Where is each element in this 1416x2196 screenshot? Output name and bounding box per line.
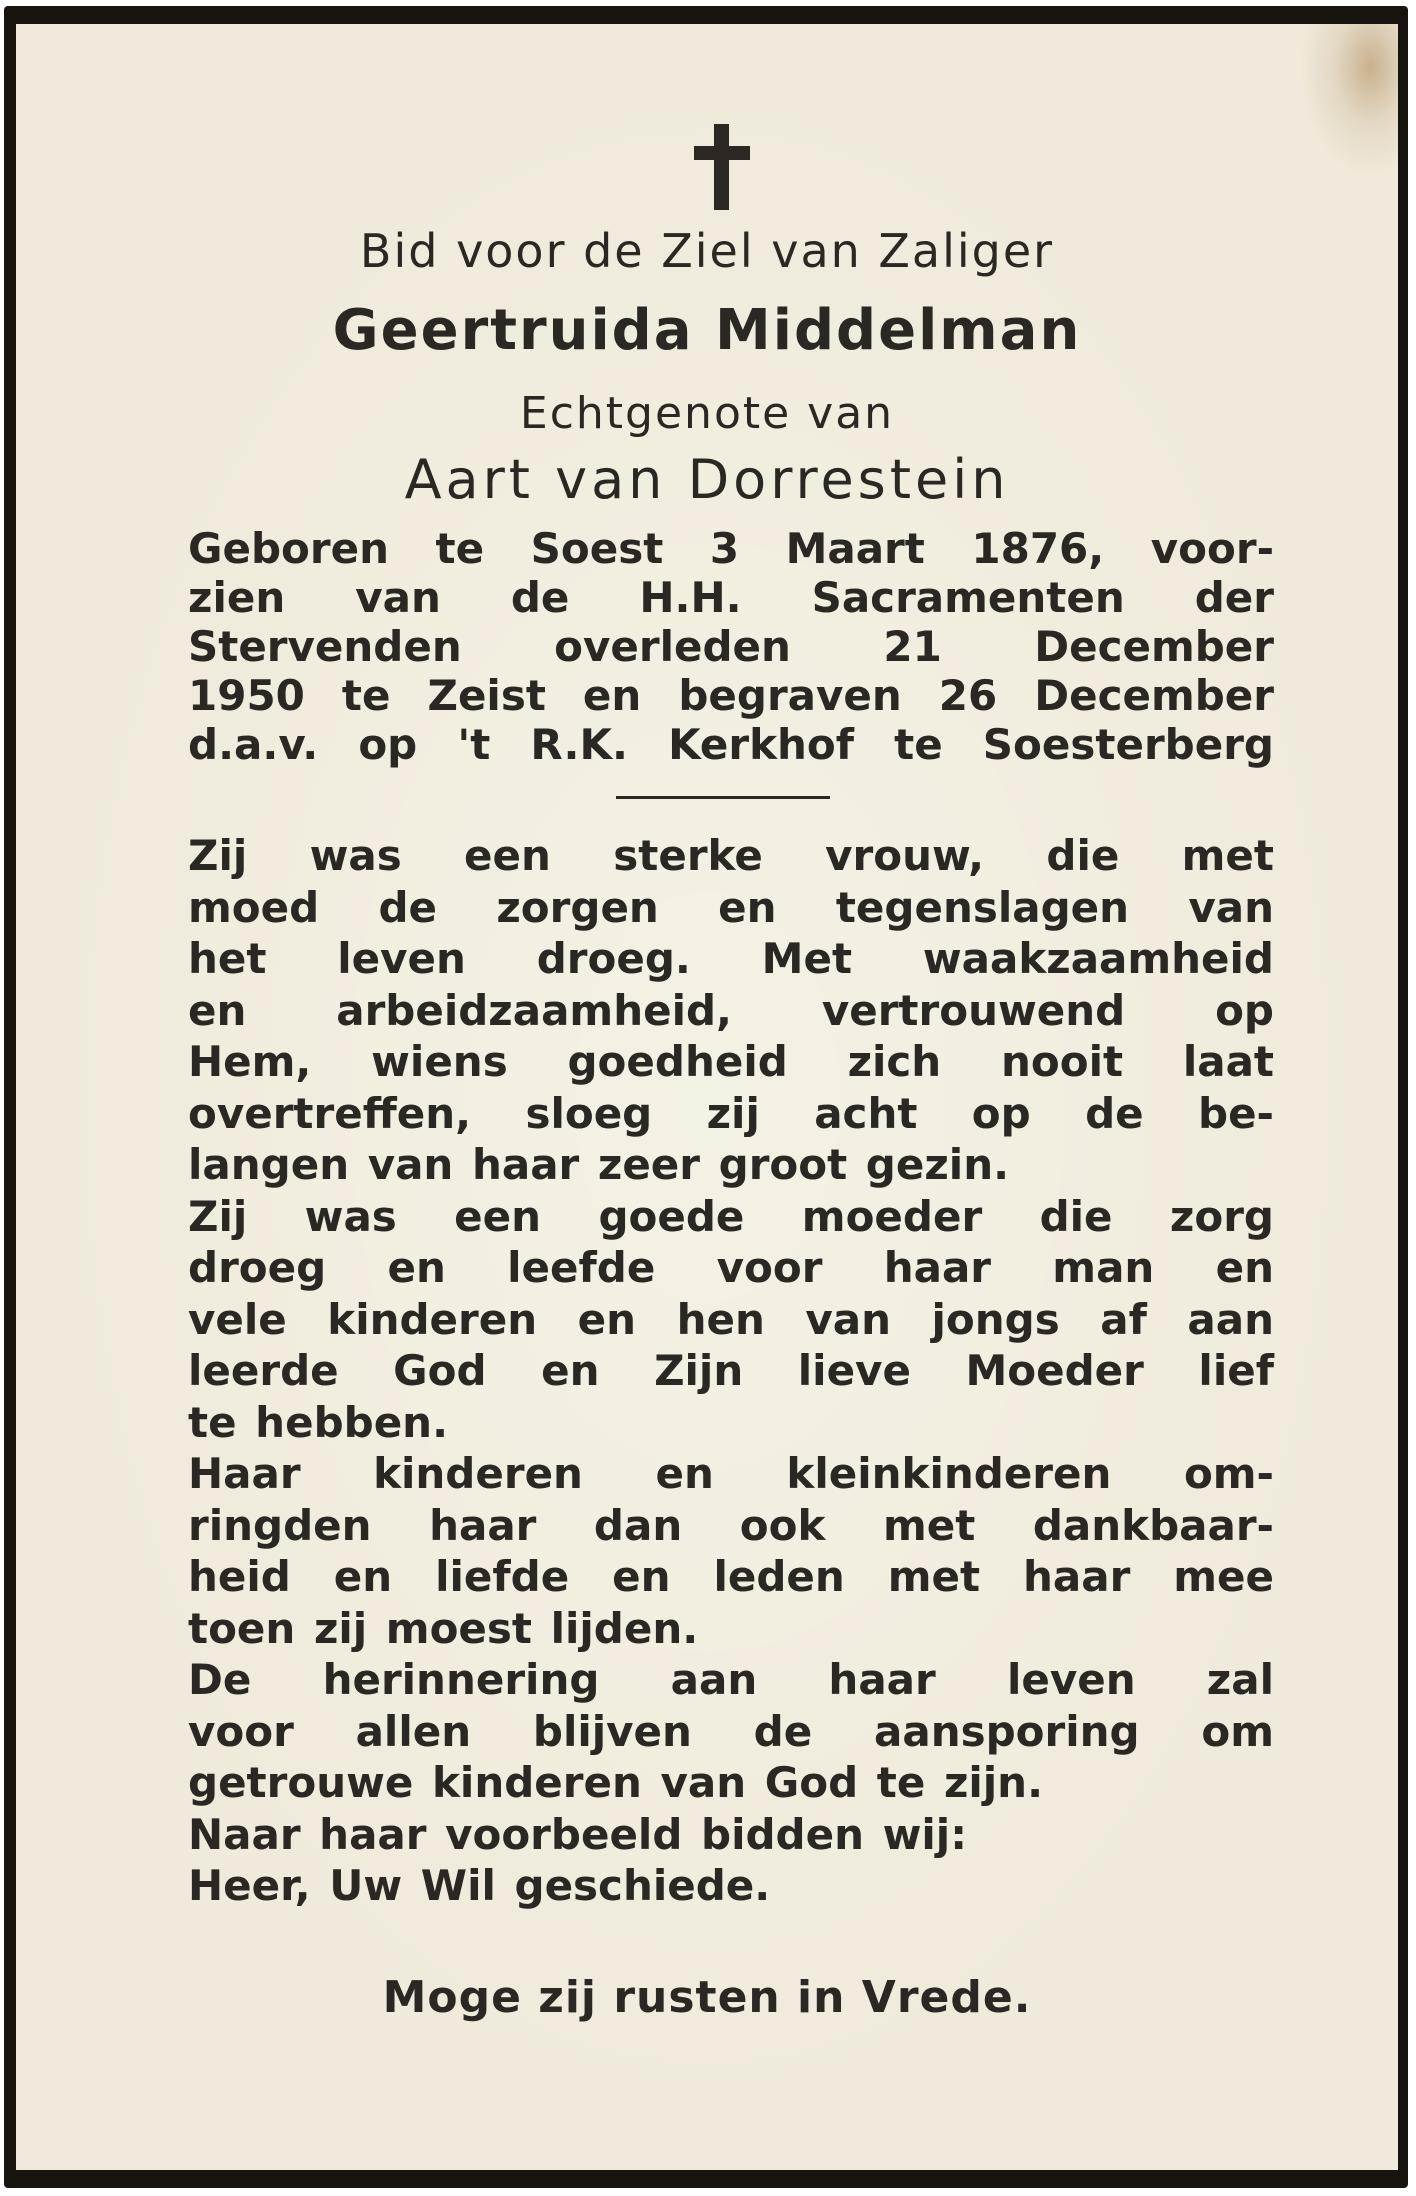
tribute-line: Haar kinderen en kleinkinderen om- [188,1449,1274,1498]
tribute-line: overtreffen, sloeg zij acht op de be- [188,1088,1274,1138]
spouse-name: Aart van Dorrestein [404,448,1010,511]
spouse-label: Echtgenote van [519,388,895,439]
tribute-line: toen zij moest lijden. [188,1603,699,1653]
cross-icon-horizontal [694,146,750,160]
cross-icon [694,124,750,210]
tribute-line: voor allen blijven de aansporing om [188,1706,1274,1756]
closing-prayer: Moge zij rusten in Vrede. [382,1972,1032,2023]
tribute-line: heid en liefde en leden met haar mee [188,1552,1274,1601]
deceased-name: Geertruida Middelman [332,298,1082,363]
tribute-line: getrouwe kinderen van God te zijn. [188,1758,1044,1807]
prayer-intro: Bid voor de Ziel van Zaliger [359,224,1055,278]
memorial-card [4,6,1408,2188]
section-divider [616,796,830,799]
biography-line: Geboren te Soest 3 Maart 1876, voor- [188,524,1274,573]
tribute-line: het leven droeg. Met waakzaamheid [188,934,1274,983]
tribute-line: vele kinderen en hen van jongs af aan [188,1294,1274,1344]
tribute-line: ringden haar dan ook met dankbaar- [188,1500,1274,1550]
tribute-line: te hebben. [188,1397,449,1447]
tribute-line: moed de zorgen en tegenslagen van [188,882,1274,932]
tribute-paragraph [188,830,1274,1912]
cross-icon-vertical [714,124,729,210]
tribute-line: Naar haar voorbeeld bidden wij: [188,1809,967,1859]
tribute-line: Hem, wiens goedheid zich nooit laat [188,1037,1274,1086]
biography-line: d.a.v. op 't R.K. Kerkhof te Soesterberg [188,720,1274,769]
biography-line: 1950 te Zeist en begraven 26 December [188,671,1274,720]
tribute-line: De herinnering aan haar leven zal [188,1655,1274,1704]
tribute-line: leerde God en Zijn lieve Moeder lief [188,1346,1274,1395]
card-paper [16,24,1398,2170]
biography-line: Stervenden overleden 21 December [188,622,1274,671]
biography-line: zien van de H.H. Sacramenten der [188,573,1274,622]
tribute-line: en arbeidzaamheid, vertrouwend op [188,985,1274,1035]
tribute-line: Zij was een goede moeder die zorg [188,1191,1274,1241]
tribute-line: Zij was een sterke vrouw, die met [188,831,1274,880]
tribute-line: langen van haar zeer groot gezin. [188,1140,1010,1189]
tribute-line: Heer, Uw Wil geschiede. [188,1861,771,1910]
biography-paragraph [188,524,1274,769]
tribute-line: droeg en leefde voor haar man en [188,1243,1274,1292]
